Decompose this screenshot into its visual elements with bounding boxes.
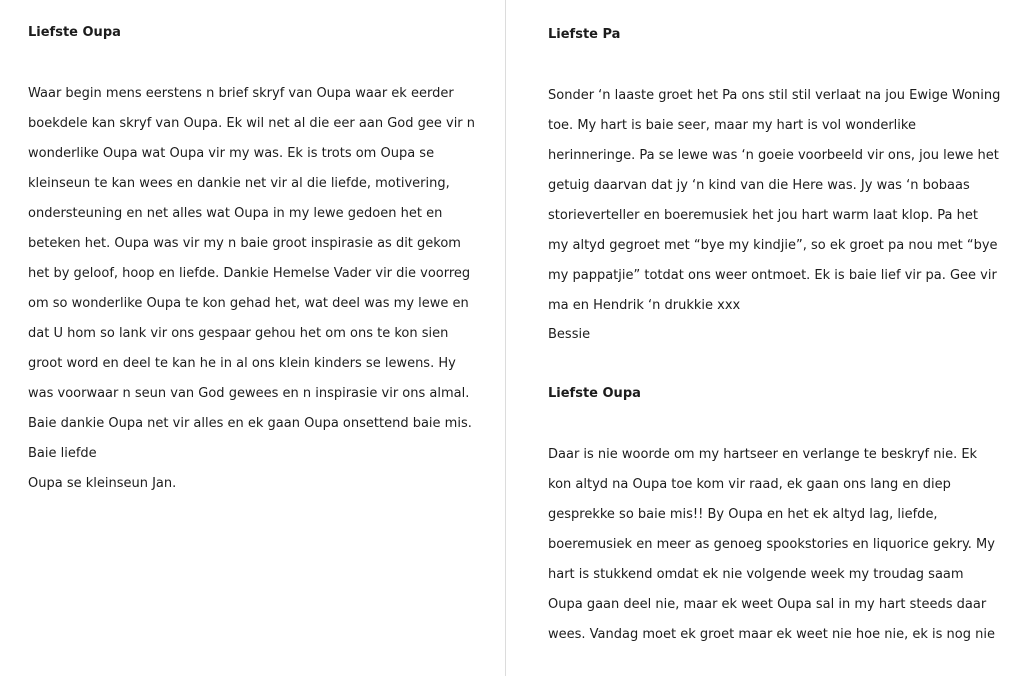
letter-line: my altyd gegroet met “bye my kindjie”, so ek groet pa nou met “bye — [548, 238, 998, 253]
letter-line: om so wonderlike Oupa te kon gehad het, wat deel was my lewe en — [28, 296, 469, 311]
letter-line: beteken het. Oupa was vir my n baie groot inspirasie as dit gekom — [28, 236, 461, 251]
letter-line: toe. My hart is baie seer, maar my hart is vol wonderlike — [548, 118, 916, 133]
letter-line: dat U hom so lank vir ons gespaar gehou het om ons te kon sien — [28, 326, 449, 341]
letter-signature: Oupa se kleinseun Jan. — [28, 476, 177, 491]
letter-line: ondersteuning en net alles wat Oupa in my lewe gedoen het en — [28, 206, 443, 221]
letter-line: boeremusiek en meer as genoeg spookstories en liquorice gekry. My — [548, 537, 995, 552]
letter-line: hart is stukkend omdat ek nie volgende week my troudag saam — [548, 567, 964, 582]
letter-line: gesprekke so baie mis!! By Oupa en het ek altyd lag, liefde, — [548, 507, 938, 522]
letter-line: my pappatjie” totdat ons weer ontmoet. Ek is baie lief vir pa. Gee vir — [548, 268, 997, 283]
letter-line: getuig daarvan dat jy ‘n kind van die Here was. Jy was ‘n bobaas — [548, 178, 970, 193]
letter-line: Waar begin mens eerstens n brief skryf van Oupa waar ek eerder — [28, 86, 454, 101]
letter-line: storieverteller en boeremusiek het jou hart warm laat klop. Pa het — [548, 208, 978, 223]
letter-line: herinneringe. Pa se lewe was ‘n goeie voorbeeld vir ons, jou lewe het — [548, 148, 999, 163]
letter-heading: Liefste Oupa — [548, 386, 641, 401]
letter-line: Sonder ‘n laaste groet het Pa ons stil stil verlaat na jou Ewige Woning — [548, 88, 1001, 103]
left-page — [0, 0, 506, 676]
letter-line: was voorwaar n seun van God gewees en n inspirasie vir ons almal. — [28, 386, 470, 401]
letter-line: wonderlike Oupa wat Oupa vir my was. Ek is trots om Oupa se — [28, 146, 435, 161]
letter-line: Baie dankie Oupa net vir alles en ek gaan Oupa onsettend baie mis. — [28, 416, 472, 431]
letter-line: kleinseun te kan wees en dankie net vir al die liefde, motivering, — [28, 176, 450, 191]
letter-closing: Baie liefde — [28, 446, 97, 461]
letter-line: ma en Hendrik ‘n drukkie xxx — [548, 298, 741, 313]
letter-heading: Liefste Pa — [548, 27, 621, 42]
right-page — [507, 0, 1024, 676]
letter-line: boekdele kan skryf van Oupa. Ek wil net al die eer aan God gee vir n — [28, 116, 476, 131]
letter-signature: Bessie — [548, 327, 591, 342]
letter-heading: Liefste Oupa — [28, 25, 121, 40]
letter-line: Oupa gaan deel nie, maar ek weet Oupa sal in my hart steeds daar — [548, 597, 987, 612]
letter-line: groot word en deel te kan he in al ons klein kinders se lewens. Hy — [28, 356, 456, 371]
letter-line: wees. Vandag moet ek groet maar ek weet nie hoe nie, ek is nog nie — [548, 627, 995, 642]
letter-line: kon altyd na Oupa toe kom vir raad, ek gaan ons lang en diep — [548, 477, 951, 492]
page-divider — [505, 0, 506, 676]
letter-line: Daar is nie woorde om my hartseer en verlange te beskryf nie. Ek — [548, 447, 978, 462]
letter-line: het by geloof, hoop en liefde. Dankie Hemelse Vader vir die voorreg — [28, 266, 471, 281]
